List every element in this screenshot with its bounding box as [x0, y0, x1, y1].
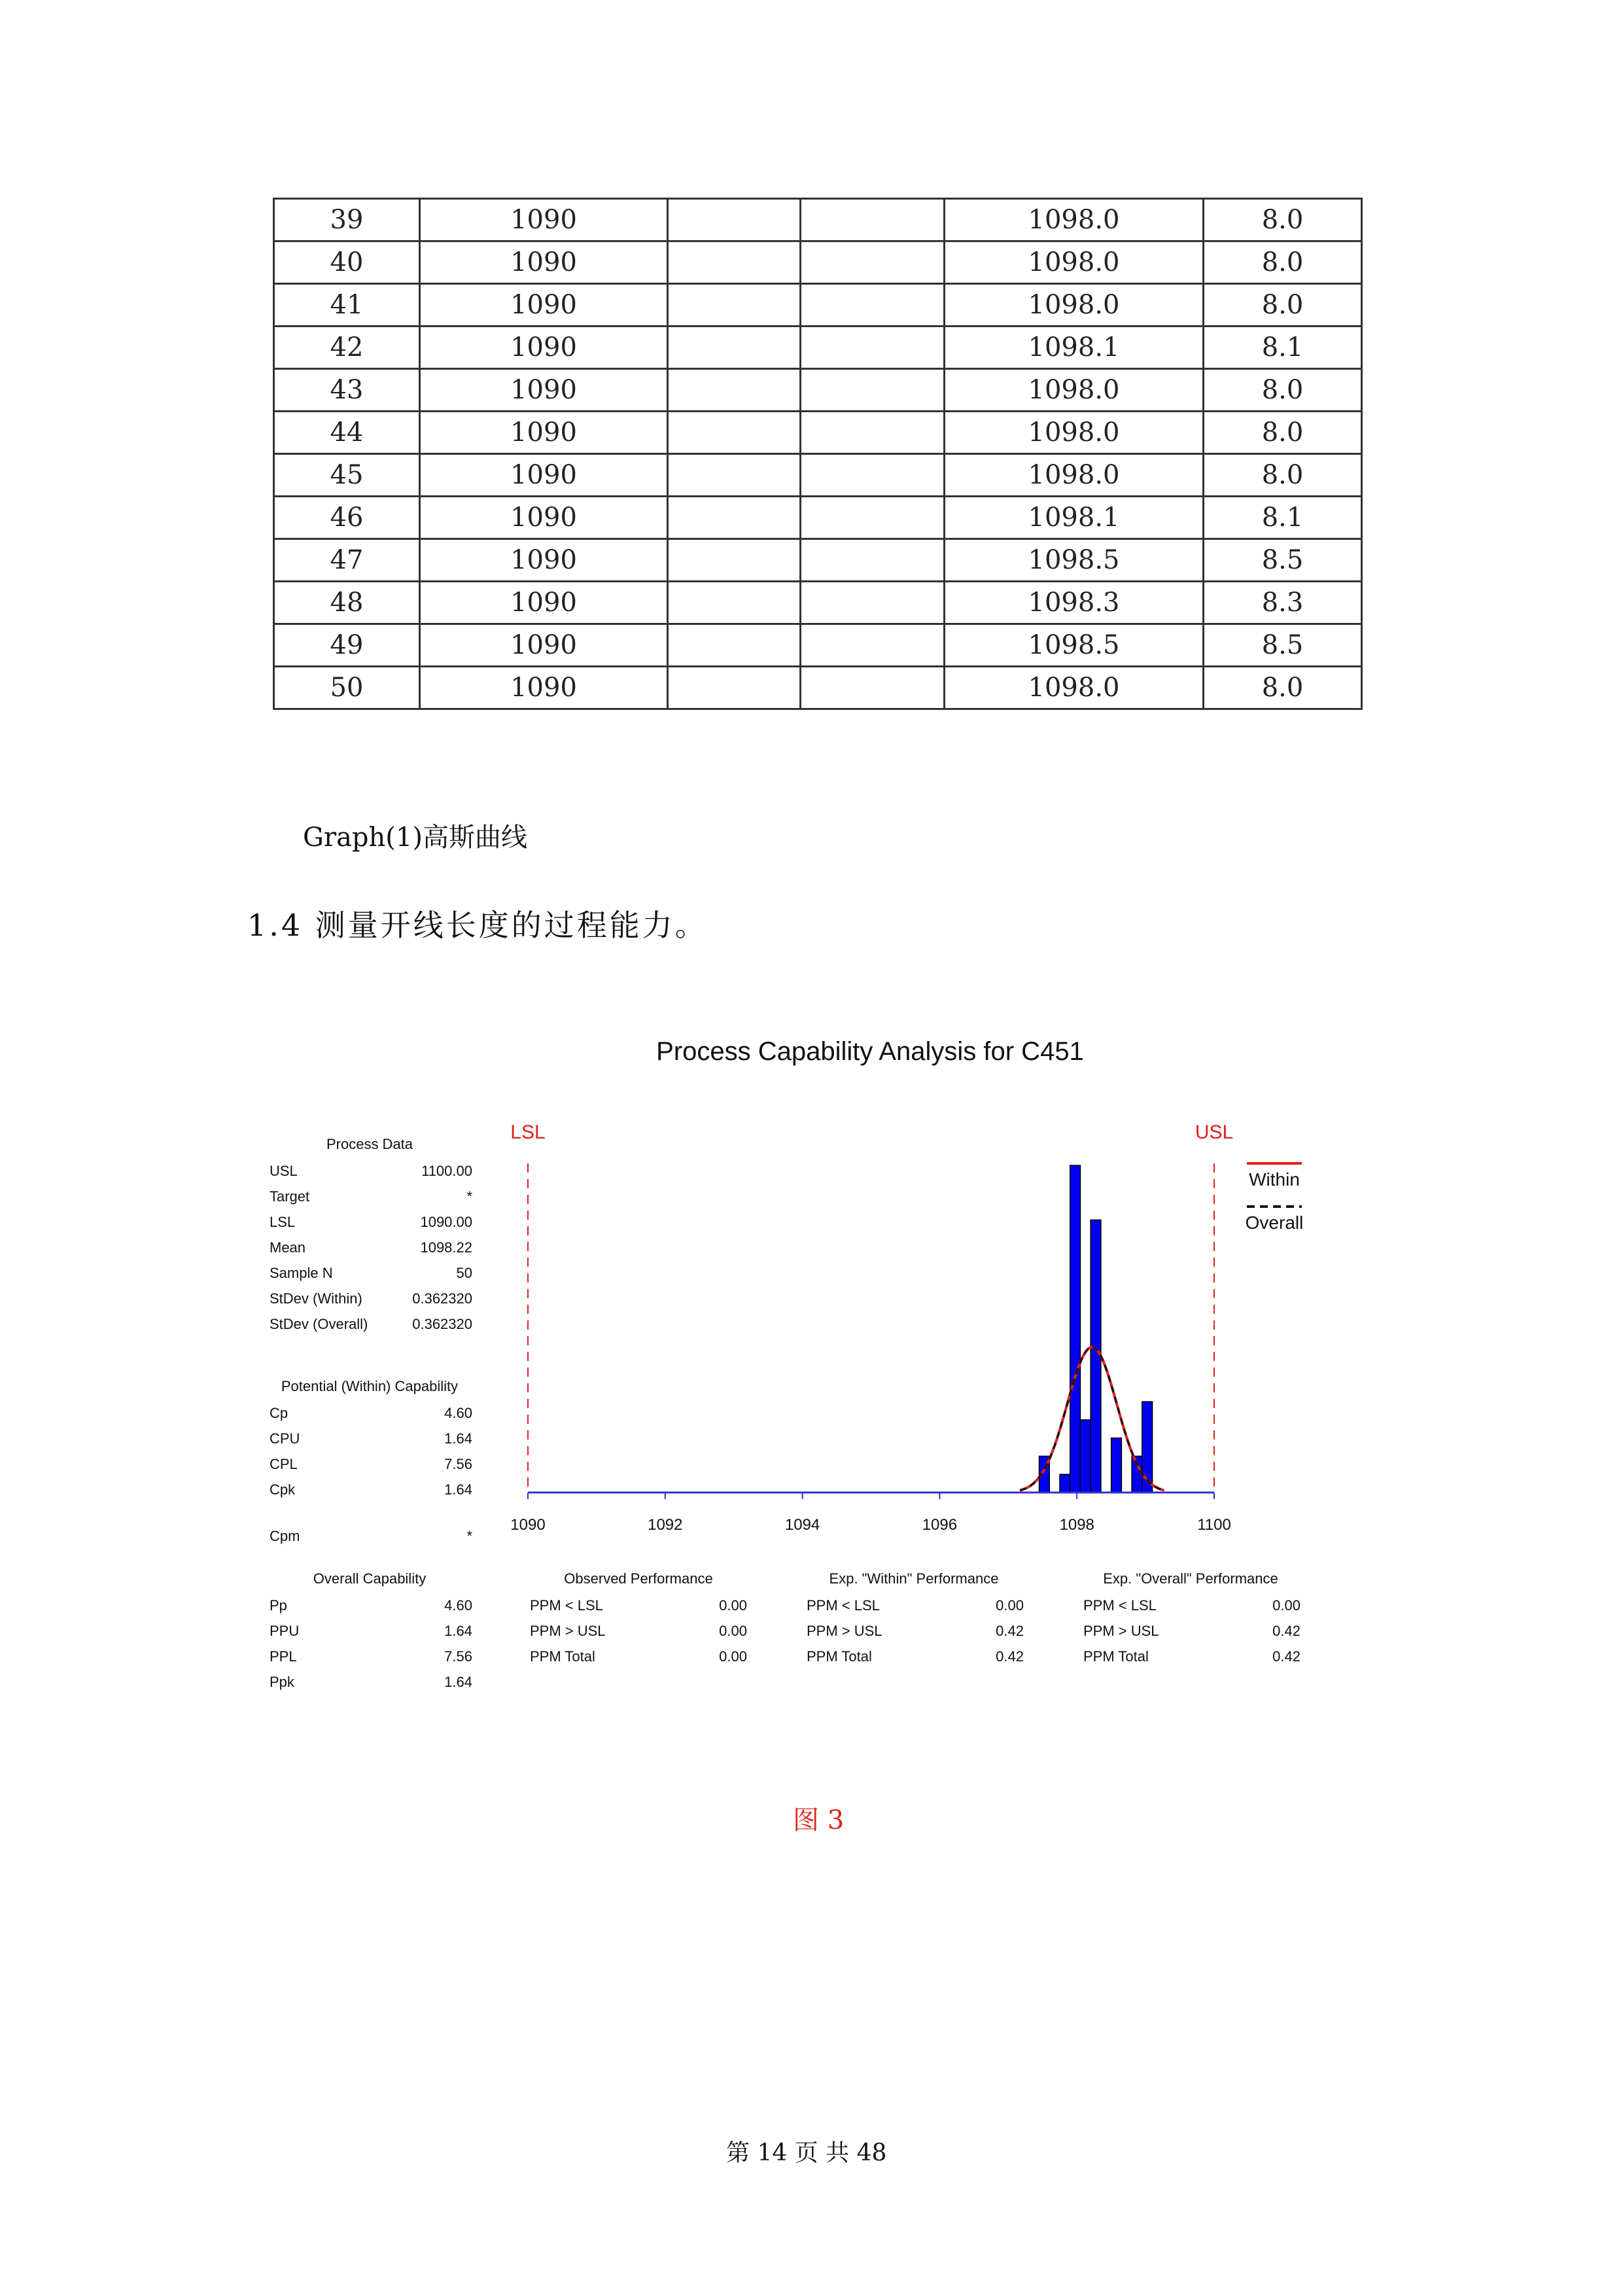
histogram-bar [1060, 1474, 1070, 1492]
exp-overall-performance-heading: Exp. "Overall" Performance [1103, 1570, 1278, 1587]
table-cell [801, 199, 945, 241]
stat-label: StDev (Overall) [270, 1316, 368, 1332]
stat-label: PPM Total [807, 1648, 872, 1665]
stat-value: 4.60 [444, 1405, 472, 1421]
overall-capability-heading: Overall Capability [313, 1570, 427, 1587]
stat-label: Target [270, 1188, 310, 1205]
stat-value: 0.42 [1272, 1623, 1300, 1639]
table-cell: 8.0 [1204, 241, 1362, 284]
x-tick-label: 1092 [648, 1516, 683, 1534]
table-cell: 8.0 [1204, 369, 1362, 412]
stat-value: 0.362320 [412, 1290, 472, 1307]
table-cell: 8.0 [1204, 412, 1362, 454]
table-cell: 44 [274, 412, 420, 454]
stat-label: PPM < LSL [1083, 1597, 1157, 1614]
stat-label: Ppk [270, 1674, 294, 1690]
table-body [274, 199, 1362, 709]
table-row [274, 497, 1362, 539]
histogram-bar [1070, 1165, 1081, 1492]
stat-label: CPU [270, 1430, 300, 1447]
table-cell [668, 582, 801, 624]
stat-value: 0.00 [719, 1623, 747, 1639]
stat-value: 0.42 [996, 1648, 1024, 1665]
table-cell: 1090 [420, 327, 668, 369]
table-cell [801, 667, 945, 709]
table-cell: 43 [274, 369, 420, 412]
x-tick-label: 1090 [510, 1516, 546, 1534]
table-cell: 8.5 [1204, 539, 1362, 582]
stat-value: 1090.00 [420, 1214, 472, 1230]
table-cell: 1090 [420, 582, 668, 624]
stat-value: 7.56 [444, 1648, 472, 1665]
figure-label: 图 3 [793, 1805, 845, 1835]
table-cell [801, 582, 945, 624]
graph-caption: Graph(1)高斯曲线 [303, 822, 527, 853]
measurement-table [273, 198, 1363, 710]
table-cell: 1098.0 [945, 241, 1204, 284]
potential-capability-heading: Potential (Within) Capability [281, 1378, 459, 1394]
table-cell: 1090 [420, 624, 668, 667]
table-cell [668, 199, 801, 241]
stat-label: USL [270, 1163, 298, 1179]
table-row [274, 624, 1362, 667]
table-cell: 8.1 [1204, 327, 1362, 369]
table-cell [801, 539, 945, 582]
stat-label: PPM Total [530, 1648, 595, 1665]
stat-label: LSL [270, 1214, 296, 1230]
stat-value: 0.00 [719, 1648, 747, 1665]
x-tick-label: 1098 [1059, 1516, 1094, 1534]
stat-value: * [466, 1528, 472, 1544]
stat-label: PPM > USL [807, 1623, 882, 1639]
table-cell: 1098.3 [945, 582, 1204, 624]
table-cell: 8.0 [1204, 284, 1362, 327]
stat-label: CPL [270, 1456, 298, 1472]
table-cell: 45 [274, 454, 420, 497]
table-cell: 48 [274, 582, 420, 624]
table-cell [668, 454, 801, 497]
table-cell: 1098.5 [945, 539, 1204, 582]
stat-label: Pp [270, 1597, 287, 1614]
stat-value: 0.00 [719, 1597, 747, 1614]
stat-label: PPU [270, 1623, 300, 1639]
stat-value: 0.42 [996, 1623, 1024, 1639]
x-tick-label: 1094 [784, 1516, 820, 1534]
table-cell: 8.0 [1204, 454, 1362, 497]
table-cell: 8.0 [1204, 667, 1362, 709]
table-cell: 40 [274, 241, 420, 284]
x-axis [510, 1492, 1231, 1534]
table-cell [668, 412, 801, 454]
stat-label: PPM < LSL [807, 1597, 880, 1614]
stat-label: Mean [270, 1239, 306, 1256]
stat-value: 0.00 [1272, 1597, 1300, 1614]
table-cell [801, 454, 945, 497]
stat-label: Cp [270, 1405, 288, 1421]
process-data-heading: Process Data [326, 1136, 413, 1152]
stat-value: 0.00 [996, 1597, 1024, 1614]
stat-value: 4.60 [444, 1597, 472, 1614]
stat-label: PPM > USL [1083, 1623, 1159, 1639]
table-cell [801, 327, 945, 369]
table-cell: 47 [274, 539, 420, 582]
table-row [274, 582, 1362, 624]
table-cell: 1098.5 [945, 624, 1204, 667]
x-tick-label: 1096 [922, 1516, 958, 1534]
histogram-bar [1080, 1420, 1091, 1492]
legend-overall-label: Overall [1245, 1212, 1304, 1233]
table-cell: 1090 [420, 667, 668, 709]
stat-label: PPM < LSL [530, 1597, 603, 1614]
table-row [274, 667, 1362, 709]
table-cell: 1090 [420, 412, 668, 454]
table-cell [668, 667, 801, 709]
table-row [274, 369, 1362, 412]
stat-value: 7.56 [444, 1456, 472, 1472]
table-cell: 42 [274, 327, 420, 369]
stat-value: 1.64 [444, 1623, 472, 1639]
table-cell [801, 412, 945, 454]
legend-within-label: Within [1249, 1169, 1300, 1190]
chart-title: Process Capability Analysis for C451 [656, 1037, 1084, 1066]
stat-value: * [466, 1188, 472, 1205]
stat-value: 50 [456, 1265, 472, 1281]
table-cell [801, 284, 945, 327]
stat-label: Cpk [270, 1481, 296, 1498]
table-cell: 1090 [420, 454, 668, 497]
stat-label: Cpm [270, 1528, 300, 1544]
table-cell: 1098.0 [945, 667, 1204, 709]
table-cell [668, 497, 801, 539]
observed-performance-heading: Observed Performance [564, 1570, 713, 1587]
exp-within-performance-heading: Exp. "Within" Performance [829, 1570, 999, 1587]
table-cell [801, 369, 945, 412]
stat-label: StDev (Within) [270, 1290, 362, 1307]
table-cell: 50 [274, 667, 420, 709]
table-cell: 1098.0 [945, 284, 1204, 327]
table-cell: 1098.1 [945, 327, 1204, 369]
table-cell: 8.0 [1204, 199, 1362, 241]
table-cell: 1090 [420, 369, 668, 412]
table-row [274, 199, 1362, 241]
table-cell: 1090 [420, 539, 668, 582]
stat-value: 0.362320 [412, 1316, 472, 1332]
table-cell: 1098.0 [945, 199, 1204, 241]
legend [1246, 1163, 1304, 1233]
stat-value: 1098.22 [420, 1239, 472, 1256]
histogram-bar [1111, 1438, 1122, 1492]
stat-label: Sample N [270, 1265, 333, 1281]
x-tick-label: 1100 [1197, 1516, 1231, 1534]
lsl-label: LSL [510, 1122, 546, 1143]
table-row [274, 412, 1362, 454]
table-cell: 41 [274, 284, 420, 327]
table-cell: 49 [274, 624, 420, 667]
table-cell: 1090 [420, 497, 668, 539]
stat-label: PPM > USL [530, 1623, 606, 1639]
table-row [274, 241, 1362, 284]
section-heading: 1.4 测量开线长度的过程能力。 [247, 908, 708, 943]
page-footer: 第 14 页 共 48 [726, 2140, 887, 2166]
table-row [274, 539, 1362, 582]
table-cell: 8.1 [1204, 497, 1362, 539]
table-cell: 8.3 [1204, 582, 1362, 624]
table-row [274, 284, 1362, 327]
table-cell [801, 241, 945, 284]
table-cell: 1098.1 [945, 497, 1204, 539]
stat-value: 1100.00 [421, 1163, 472, 1179]
table-cell [668, 284, 801, 327]
stat-label: PPL [270, 1648, 297, 1665]
table-cell: 1090 [420, 284, 668, 327]
table-cell [668, 369, 801, 412]
table-cell [801, 624, 945, 667]
table-cell [668, 624, 801, 667]
stat-value: 1.64 [444, 1674, 472, 1690]
stat-value: 1.64 [444, 1481, 472, 1498]
table-row [274, 327, 1362, 369]
table-cell: 1098.0 [945, 369, 1204, 412]
spec-limit-group [510, 1122, 1233, 1492]
table-cell [801, 497, 945, 539]
table-cell: 1098.0 [945, 412, 1204, 454]
table-cell [668, 327, 801, 369]
stat-label: PPM Total [1083, 1648, 1149, 1665]
table-cell [668, 241, 801, 284]
stat-value: 1.64 [444, 1430, 472, 1447]
table-row [274, 454, 1362, 497]
table-cell [668, 539, 801, 582]
histogram-bar [1091, 1220, 1101, 1492]
process-capability-chart [249, 1021, 1321, 1708]
table-cell: 39 [274, 199, 420, 241]
table-cell: 46 [274, 497, 420, 539]
table-cell: 1098.0 [945, 454, 1204, 497]
usl-label: USL [1195, 1122, 1234, 1143]
table-cell: 1090 [420, 241, 668, 284]
stat-value: 0.42 [1272, 1648, 1300, 1665]
table-cell: 8.5 [1204, 624, 1362, 667]
table-cell: 1090 [420, 199, 668, 241]
